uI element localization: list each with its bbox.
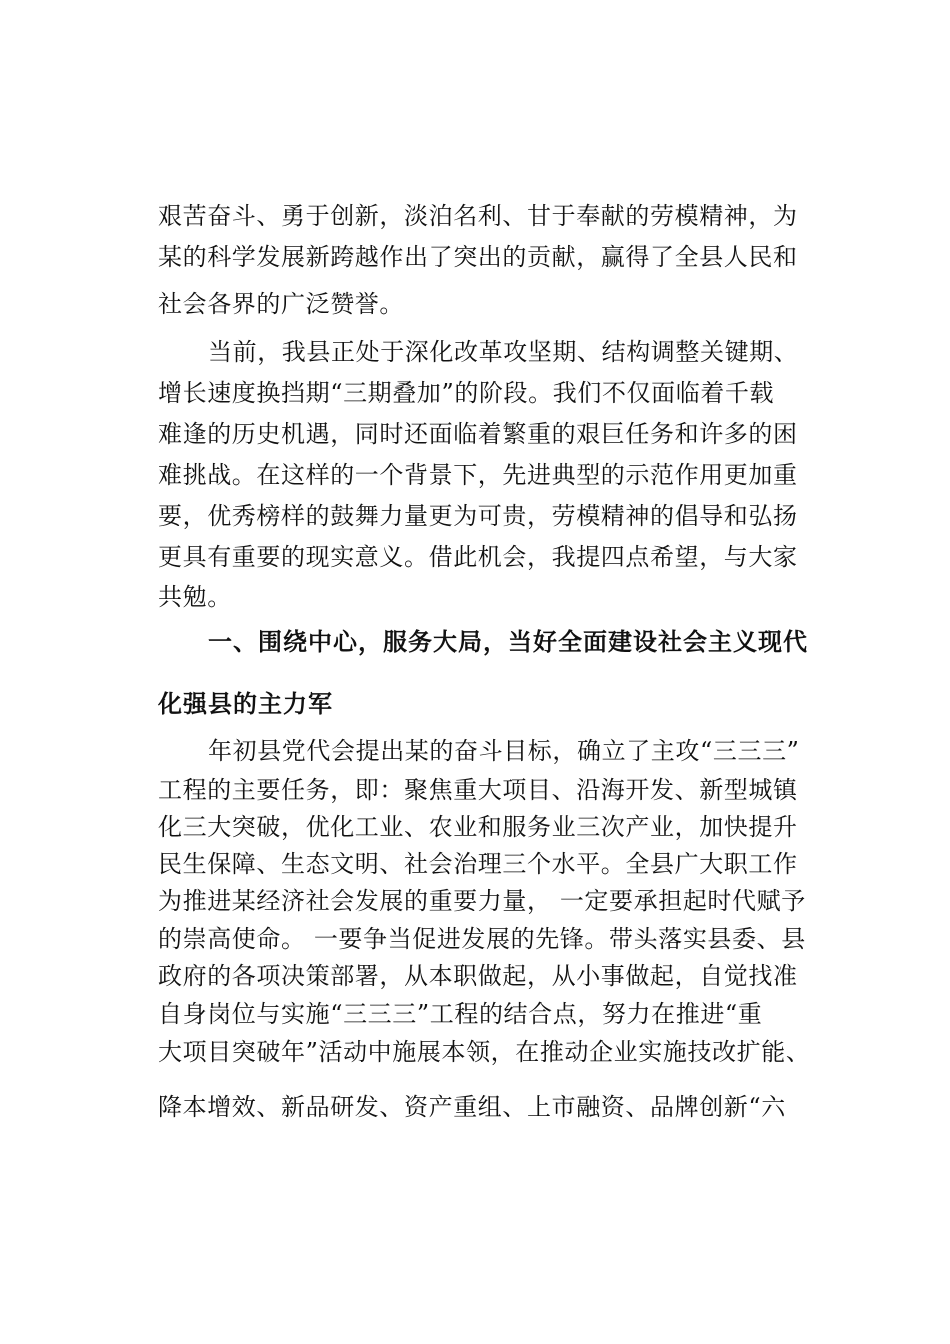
- paragraph-line: 社会各界的广泛赞誉。: [158, 290, 404, 318]
- paragraph-line: 大项目突破年”活动中施展本领，在推动企业实施技改扩能、: [158, 1038, 811, 1066]
- paragraph-line: 难挑战。在这样的一个背景下，先进典型的示范作用更加重: [158, 461, 798, 489]
- paragraph-line: 共勉。: [158, 583, 232, 611]
- section-heading: 一、围绕中心，服务大局，当好全面建设社会主义现代: [208, 628, 808, 656]
- paragraph-line: 要，优秀榜样的鼓舞力量更为可贵，劳模精神的倡导和弘扬: [158, 502, 798, 530]
- paragraph-line: 化三大突破，优化工业、农业和服务业三次产业，加快提升: [158, 813, 798, 841]
- paragraph-line: 更具有重要的现实意义。借此机会，我提四点希望，与大家: [158, 543, 798, 571]
- paragraph-line: 为推进某经济社会发展的重要力量， 一定要承担起时代赋予: [158, 887, 806, 915]
- paragraph-line: 的崇高使命。 一要争当促进发展的先锋。带头落实县委、县: [158, 925, 806, 953]
- section-heading: 化强县的主力军: [158, 690, 333, 718]
- paragraph-line: 增长速度换挡期“三期叠加”的阶段。我们不仅面临着千载: [158, 379, 775, 407]
- paragraph-line: 某的科学发展新跨越作出了突出的贡献，赢得了全县人民和: [158, 243, 798, 271]
- paragraph-line: 民生保障、生态文明、社会治理三个水平。全县广大职工作: [158, 850, 798, 878]
- paragraph-line: 自身岗位与实施“三三三”工程的结合点，努力在推进“重: [158, 1000, 763, 1028]
- paragraph-line: 降本增效、新品研发、资产重组、上市融资、品牌创新“六: [158, 1093, 786, 1121]
- paragraph-line: 当前，我县正处于深化改革攻坚期、结构调整关键期、: [208, 338, 799, 366]
- paragraph-line: 工程的主要任务，即：聚焦重大项目、沿海开发、新型城镇: [158, 776, 798, 804]
- paragraph-line: 艰苦奋斗、勇于创新，淡泊名利、甘于奉献的劳模精神，为: [158, 202, 798, 230]
- paragraph-line: 年初县党代会提出某的奋斗目标，确立了主攻“三三三”: [208, 737, 800, 765]
- paragraph-line: 政府的各项决策部署，从本职做起，从小事做起，自觉找准: [158, 962, 798, 990]
- paragraph-line: 难逢的历史机遇，同时还面临着繁重的艰巨任务和许多的困: [158, 420, 798, 448]
